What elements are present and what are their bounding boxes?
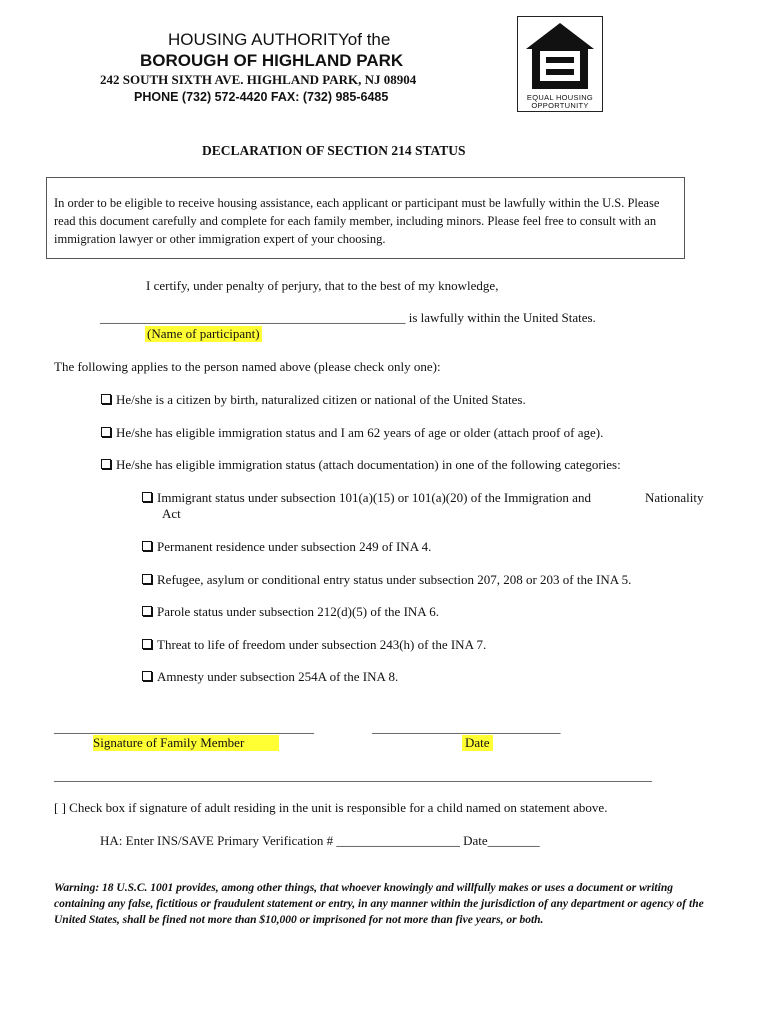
- category-threat-to-life[interactable]: Threat to life of freedom under subsection 243(h) of the INA 7.: [142, 637, 486, 653]
- checkbox[interactable]: [142, 492, 152, 502]
- header-line1: HOUSING AUTHORITYof the: [168, 30, 391, 49]
- checkbox[interactable]: [142, 574, 152, 584]
- category-immigrant[interactable]: Immigrant status under subsection 101(a)(15) or 101(a)(20) of the Immigration and: [142, 490, 591, 506]
- category-amnesty[interactable]: Amnesty under subsection 254A of the INA 8.: [142, 669, 398, 685]
- intro-text: In order to be eligible to receive housing assistance, each applicant or participant must be lawfully within the U.S. Please read this document carefully and complete for each family member, including minors. Please feel free to consult with an immigration lawyer or other immigration expert of your choosing.: [54, 196, 660, 246]
- category-immigrant-cont-right: Nationality: [645, 490, 704, 505]
- category-parole[interactable]: Parole status under subsection 212(d)(5) of the INA 6.: [142, 604, 439, 620]
- date-line[interactable]: _____________________________: [372, 720, 561, 735]
- participant-line: [100, 310, 596, 326]
- category-refugee-asylum[interactable]: Refugee, asylum or conditional entry status under subsection 207, 208 or 203 of the INA 5.: [142, 572, 631, 588]
- participant-suffix: is lawfully within the United States.: [405, 310, 596, 325]
- checkbox[interactable]: [142, 639, 152, 649]
- applies-text: The following applies to the person named above (please check only one):: [54, 359, 441, 374]
- logo-text: EQUAL HOUSING OPPORTUNITY: [526, 93, 594, 110]
- category-immigrant-cont: Act: [162, 506, 181, 521]
- ha-verification-line[interactable]: HA: Enter INS/SAVE Primary Verification # ___________________ Date________: [100, 833, 540, 848]
- adult-responsible-checkbox-text[interactable]: [ ] Check box if signature of adult residing in the unit is responsible for a child named on statement above.: [54, 800, 608, 815]
- option-62-older[interactable]: He/she has eligible immigration status and I am 62 years of age or older (attach proof of age).: [101, 425, 603, 441]
- certify-text: I certify, under penalty of perjury, that to the best of my knowledge,: [146, 278, 499, 293]
- header-address: 242 SOUTH SIXTH AVE. HIGHLAND PARK, NJ 08904: [100, 72, 417, 87]
- option-eligible-status[interactable]: He/she has eligible immigration status (attach documentation) in one of the following categories:: [101, 457, 621, 473]
- equal-housing-house-icon: [518, 19, 602, 93]
- checkbox[interactable]: [101, 394, 111, 404]
- perjury-warning: Warning: 18 U.S.C. 1001 provides, among other things, that whoever knowingly and willfully makes or uses a document or writing containing any false, fictitious or fraudulent statement or entry, in any manner within the jurisdiction of any department or agency of the United States, shall be fined not more than $10,000 or imprisoned for not more than five years, or both.: [54, 882, 704, 926]
- document-title: DECLARATION OF SECTION 214 STATUS: [202, 143, 466, 158]
- option-citizen[interactable]: He/she is a citizen by birth, naturalized citizen or national of the United States.: [101, 392, 526, 408]
- participant-name-blank[interactable]: _______________________________________________: [100, 310, 406, 325]
- checkbox[interactable]: [142, 541, 152, 551]
- signature-line[interactable]: ________________________________________: [54, 720, 314, 735]
- category-permanent-residence[interactable]: Permanent residence under subsection 249 of INA 4.: [142, 539, 431, 555]
- equal-housing-logo: [517, 16, 603, 112]
- long-signature-line[interactable]: ____________________________________________________________________________________________: [54, 768, 652, 783]
- signature-label: Signature of Family Member: [93, 735, 279, 751]
- checkbox[interactable]: [142, 606, 152, 616]
- header-phone-fax: PHONE (732) 572-4420 FAX: (732) 985-6485: [134, 90, 389, 104]
- date-label: Date: [462, 735, 493, 751]
- checkbox[interactable]: [142, 671, 152, 681]
- participant-label: (Name of participant): [147, 326, 260, 341]
- checkbox[interactable]: [101, 459, 111, 469]
- header-line2: BOROUGH OF HIGHLAND PARK: [140, 51, 404, 70]
- checkbox[interactable]: [101, 427, 111, 437]
